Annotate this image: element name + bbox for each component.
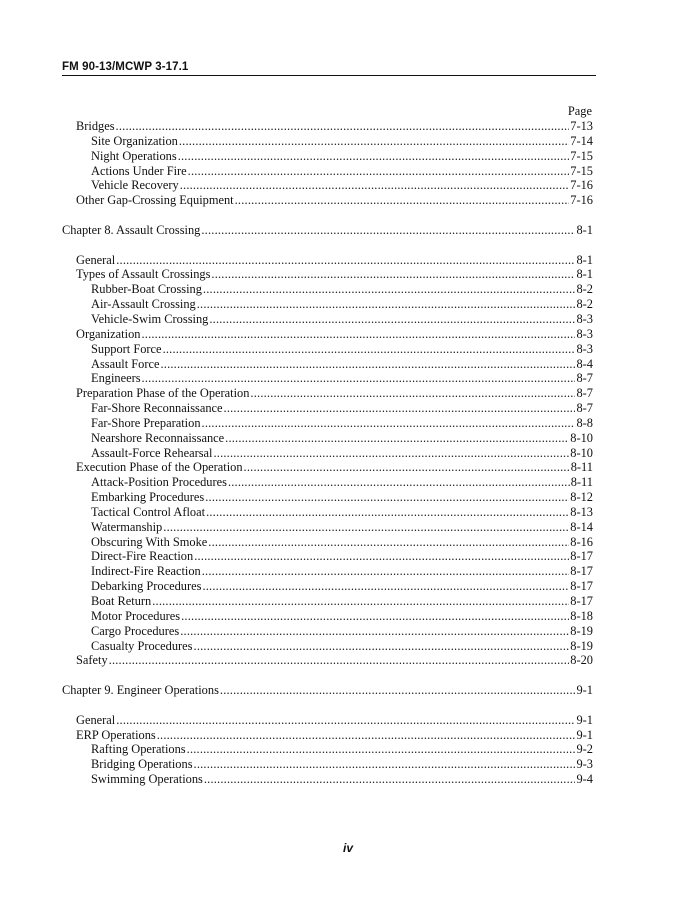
toc-entry-page: 7-16 [570,178,593,193]
toc-entry-page: 8-7 [576,386,593,401]
toc-entry-title: Chapter 9. Engineer Operations [62,683,219,698]
toc-entry-page: 9-2 [576,742,593,757]
toc-entry-title: Vehicle-Swim Crossing [91,311,209,326]
toc-entry-page: 8-3 [576,326,593,341]
toc-entry-page: 8-3 [576,341,593,356]
toc-entry[interactable] [62,742,593,757]
table-of-contents [62,104,593,787]
toc-entry-page: 8-8 [576,415,593,430]
dot-leader [203,282,576,297]
dot-leader [250,386,575,401]
toc-entry-title: Watermanship [91,519,163,534]
dot-leader [194,757,576,772]
dot-leader [225,431,569,446]
running-header [62,60,596,76]
toc-entry[interactable] [62,505,593,520]
toc-entry-title: Air-Assault Crossing [91,297,196,312]
toc-entry[interactable] [62,282,593,297]
toc-entry[interactable] [62,149,593,164]
dot-leader [194,639,570,654]
dot-leader [209,312,575,327]
toc-entry-title: Preparation Phase of the Operation [76,386,250,401]
toc-entry-title: Debarking Procedures [91,579,202,594]
toc-entry[interactable] [62,549,593,564]
toc-entry[interactable] [62,327,593,342]
toc-entry-title: Support Force [91,341,162,356]
toc-entry-page: 8-11 [570,475,593,490]
toc-entry-page: 8-7 [576,371,593,386]
toc-entry-title: General [76,712,116,727]
dot-leader [157,728,576,743]
toc-entry-title: Indirect-Fire Reaction [91,564,201,579]
dot-leader [160,357,575,372]
section-spacer [62,238,593,253]
toc-entry-title: ERP Operations [76,727,156,742]
dot-leader [180,178,570,193]
dot-leader [206,505,569,520]
toc-entry-page: 8-7 [576,401,593,416]
toc-entry-page: 8-17 [570,594,593,608]
toc-entry[interactable] [62,297,593,312]
toc-entry-title: Safety [76,653,108,668]
dot-leader [197,297,576,312]
toc-entry[interactable] [62,446,593,461]
toc-entry-page: 8-16 [570,534,593,549]
dot-leader [181,609,569,624]
toc-entry-title: Chapter 8. Assault Crossing [62,222,201,237]
dot-leader [201,223,575,238]
dot-leader [244,460,570,475]
toc-entry[interactable] [62,342,593,357]
toc-entry-title: Nearshore Reconnaissance [91,430,225,445]
toc-entry-title: Other Gap-Crossing Equipment [76,193,234,208]
toc-entry-title: Far-Shore Preparation [91,415,201,430]
toc-entry[interactable] [62,386,593,401]
toc-entry-page: 7-16 [570,193,593,208]
section-spacer [62,698,593,713]
toc-entry-title: Types of Assault Crossings [76,267,211,282]
toc-entry-title: Cargo Procedures [91,623,180,638]
toc-entry-page: 8-2 [576,282,593,297]
toc-entry-page: 9-1 [576,727,593,742]
toc-entry[interactable] [62,713,593,728]
toc-entry[interactable] [62,119,593,134]
dot-leader [224,401,576,416]
toc-entry[interactable] [62,639,593,654]
toc-entry-page: 8-2 [576,297,593,312]
toc-entry-title: Boat Return [91,594,152,608]
toc-entry-page: 8-1 [576,252,593,267]
toc-entry-page: 9-4 [576,772,593,787]
toc-entry-title: Bridges [76,119,115,133]
dot-leader [202,564,570,579]
toc-entry-title: Motor Procedures [91,608,181,623]
dot-leader [116,119,570,134]
toc-entry[interactable] [62,178,593,193]
toc-entry[interactable] [62,267,593,282]
toc-entry[interactable] [62,772,593,787]
toc-entry-page: 8-1 [576,222,593,237]
dot-leader [204,772,576,787]
toc-entry-title: Tactical Control Afloat [91,504,206,519]
toc-entry[interactable] [62,535,593,550]
toc-entry[interactable] [62,594,593,609]
toc-entry-page: 8-18 [570,608,593,623]
dot-leader [116,253,575,268]
toc-entry[interactable] [62,728,593,743]
toc-entry-page: 8-14 [570,519,593,534]
dot-leader [208,535,569,550]
toc-entry-page: 8-13 [570,504,593,519]
dot-leader [194,549,569,564]
toc-entry-page: 8-1 [576,267,593,282]
toc-entry-page: 8-11 [570,460,593,475]
toc-entry-page: 9-1 [576,683,593,698]
dot-leader [109,653,570,668]
toc-entry-title: Embarking Procedures [91,490,205,505]
toc-entry-title: Actions Under Fire [91,163,187,178]
toc-entry[interactable] [62,253,593,268]
toc-entry-title: Execution Phase of the Operation [76,460,243,475]
toc-entry-page: 8-17 [570,564,593,579]
toc-entry[interactable] [62,401,593,416]
toc-entry[interactable] [62,564,593,579]
toc-entry[interactable] [62,520,593,535]
toc-entry-page: 7-13 [570,119,593,133]
toc-entry[interactable] [62,193,593,208]
dot-leader [116,713,575,728]
toc-entry-page: 8-19 [570,638,593,653]
toc-entry-title: Assault-Force Rehearsal [91,445,213,460]
dot-leader [187,742,576,757]
dot-leader [188,164,570,179]
page-column-heading: Page [567,104,592,118]
toc-entry[interactable] [62,653,593,668]
dot-leader [235,193,570,208]
toc-entry[interactable] [62,579,593,594]
document-id: FM 90-13/MCWP 3-17.1 [62,61,189,73]
toc-entry[interactable] [62,757,593,772]
toc-chapter-entry[interactable] [62,683,593,698]
toc-entry-page: 8-10 [570,430,593,445]
toc-entry[interactable] [62,460,593,475]
section-spacer [62,668,593,683]
dot-leader [220,683,576,698]
toc-chapter-entry[interactable] [62,223,593,238]
toc-entry[interactable] [62,490,593,505]
toc-entry-title: Organization [76,326,141,341]
toc-entry[interactable] [62,624,593,639]
toc-entry-title: Engineers [91,371,141,386]
toc-entry[interactable] [62,371,593,386]
toc-entry-title: Swimming Operations [91,772,203,787]
toc-entry[interactable] [62,416,593,431]
dot-leader [163,342,576,357]
toc-entry-page: 8-10 [570,445,593,460]
dot-leader [205,490,569,505]
toc-entry-title: Bridging Operations [91,757,193,772]
toc-entry-page: 8-12 [570,490,593,505]
toc-entry-title: General [76,252,116,267]
toc-entry-page: 8-20 [570,653,593,668]
toc-entry-title: Rafting Operations [91,742,186,757]
toc-entry-page: 9-1 [576,712,593,727]
toc-entry-title: Vehicle Recovery [91,178,179,193]
toc-entry[interactable] [62,357,593,372]
dot-leader [152,594,569,609]
toc-entries [62,119,593,787]
toc-entry[interactable] [62,431,593,446]
toc-entry[interactable] [62,475,593,490]
dot-leader [179,134,569,149]
toc-entry-title: Attack-Position Procedures [91,475,227,490]
dot-leader [213,446,569,461]
toc-entry-title: Rubber-Boat Crossing [91,282,202,297]
toc-entry-page: 7-14 [570,133,593,148]
toc-entry-page: 8-4 [576,356,593,371]
dot-leader [228,475,570,490]
toc-entry-title: Casualty Procedures [91,638,193,653]
toc-entry-title: Obscuring With Smoke [91,534,208,549]
toc-entry-page: 8-17 [570,579,593,594]
toc-entry-title: Site Organization [91,133,178,148]
toc-entry[interactable] [62,164,593,179]
toc-entry-page: 8-3 [576,311,593,326]
dot-leader [202,579,569,594]
toc-entry-title: Assault Force [91,356,160,371]
dot-leader [211,267,575,282]
toc-entry-page: 7-15 [570,163,593,178]
toc-entry-page: 8-17 [570,549,593,564]
toc-entry[interactable] [62,134,593,149]
dot-leader [202,416,576,431]
section-spacer [62,208,593,223]
toc-entry-page: 7-15 [570,148,593,163]
toc-entry[interactable] [62,609,593,624]
toc-entry[interactable] [62,312,593,327]
toc-entry-title: Far-Shore Reconnaissance [91,401,223,416]
toc-entry-page: 8-19 [570,623,593,638]
toc-entry-title: Direct-Fire Reaction [91,549,194,564]
dot-leader [178,149,570,164]
toc-entry-title: Night Operations [91,148,177,163]
dot-leader [163,520,569,535]
page-number: iv [342,841,353,855]
dot-leader [180,624,569,639]
toc-entry-page: 9-3 [576,757,593,772]
dot-leader [141,327,575,342]
dot-leader [142,371,576,386]
